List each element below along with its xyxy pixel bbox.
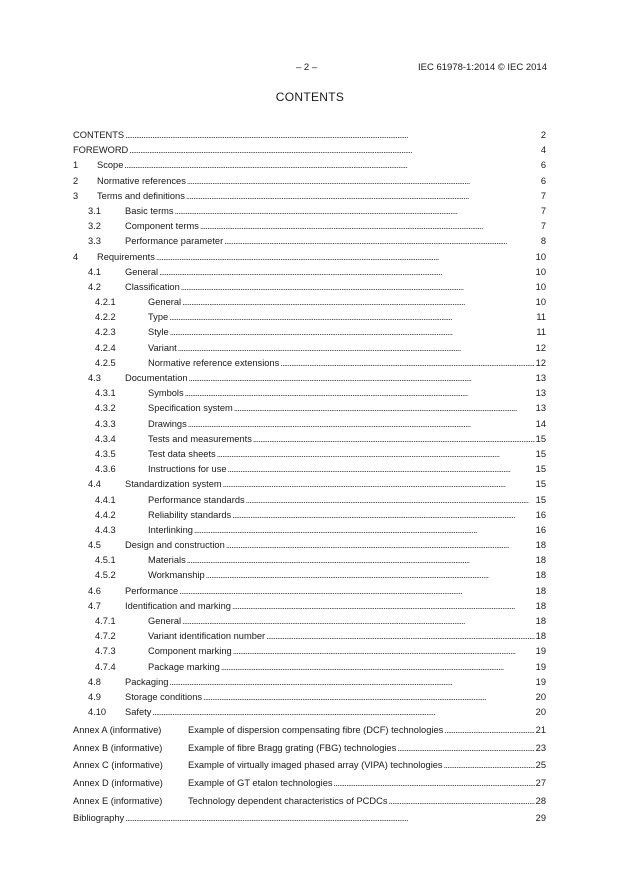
toc-leader-dots [206, 568, 535, 583]
toc-entry-number: 2 [73, 175, 79, 186]
toc-entry-page: 6 [540, 160, 546, 171]
toc-entry[interactable] [73, 776, 546, 791]
toc-entry-title: Technology dependent characteristics of PCDCs [188, 795, 388, 806]
toc-entry-number: 4.2.1 [95, 297, 116, 308]
toc-entry-number: 4.7 [88, 600, 101, 611]
toc-entry[interactable] [73, 523, 546, 538]
toc-entry-page: 18 [535, 555, 546, 566]
toc-entry-number: 3 [73, 190, 79, 201]
toc-entry-title: Performance parameter [125, 236, 224, 247]
toc-leader-dots [152, 705, 534, 720]
toc-entry-page: 23 [535, 742, 546, 753]
toc-entry-number: 4.2.4 [95, 342, 116, 353]
toc-entry[interactable] [73, 386, 546, 401]
toc-leader-dots [156, 250, 535, 265]
toc-entry-page: 6 [540, 175, 546, 186]
toc-entry-title: Requirements [97, 251, 155, 262]
toc-entry[interactable] [73, 310, 546, 325]
toc-entry[interactable] [73, 204, 546, 219]
toc-entry-title: Tests and measurements [148, 433, 252, 444]
toc-leader-dots [125, 128, 540, 143]
toc-entry-number: 4.3.1 [95, 388, 116, 399]
toc-entry-title: Component marking [148, 646, 232, 657]
toc-entry[interactable] [73, 508, 546, 523]
toc-entry-page: 19 [535, 646, 546, 657]
toc-entry[interactable] [73, 295, 546, 310]
toc-entry-title: Performance [125, 585, 179, 596]
toc-entry[interactable] [73, 371, 546, 386]
toc-leader-dots [234, 401, 535, 416]
toc-entry-page: 19 [535, 676, 546, 687]
toc-entry-page: 7 [540, 205, 546, 216]
toc-entry[interactable] [73, 741, 546, 756]
toc-entry-page: 15 [535, 479, 546, 490]
toc-leader-dots [232, 508, 534, 523]
toc-entry-page: 15 [535, 433, 546, 444]
toc-entry[interactable] [73, 325, 546, 340]
toc-entry-page: 13 [535, 388, 546, 399]
toc-entry-title: Variant [148, 342, 177, 353]
toc-entry-page: 14 [535, 418, 546, 429]
toc-entry-title: FOREWORD [73, 145, 129, 156]
toc-leader-dots [179, 584, 534, 599]
toc-entry-number: Annex E (informative) [73, 795, 163, 806]
toc-entry-page: 15 [535, 464, 546, 475]
toc-entry-page: 18 [535, 570, 546, 581]
toc-entry-page: 21 [535, 724, 546, 735]
toc-entry-page: 13 [535, 403, 546, 414]
toc-entry-title: Scope [97, 160, 124, 171]
toc-leader-dots [124, 158, 539, 173]
toc-entry-number: 3.3 [88, 236, 101, 247]
toc-entry[interactable] [73, 690, 546, 705]
toc-entry-page: 2 [540, 130, 546, 140]
toc-entry-number: 4.9 [88, 691, 101, 702]
toc-entry-page: 18 [535, 585, 546, 596]
page-number: – 2 – [296, 62, 318, 73]
toc-entry-number: 4.3 [88, 373, 101, 383]
toc-entry[interactable] [73, 553, 546, 568]
toc-leader-dots [397, 741, 534, 756]
toc-entry[interactable] [73, 447, 546, 462]
toc-entry-number: 4.1 [88, 266, 101, 277]
toc-entry-number: 4.5.1 [95, 555, 116, 566]
toc-entry[interactable] [73, 280, 546, 295]
toc-entry[interactable] [73, 723, 546, 738]
toc-leader-dots [223, 477, 535, 492]
toc-entry-title: Example of GT etalon technologies [188, 777, 333, 788]
toc-entry-number: Annex D (informative) [73, 777, 163, 788]
toc-leader-dots [182, 295, 535, 310]
toc-entry[interactable] [73, 234, 546, 249]
toc-entry[interactable] [73, 462, 546, 477]
toc-entry[interactable] [73, 794, 546, 809]
toc-entry-title: Example of dispersion compensating fibre (DCF) technologies [188, 724, 444, 735]
toc-leader-dots [246, 493, 535, 508]
toc-entry-title: Classification [125, 281, 180, 292]
toc-entry-number: 4.3.6 [95, 464, 116, 475]
toc-entry-title: Type [148, 312, 169, 323]
toc-entry[interactable] [73, 568, 546, 583]
toc-entry[interactable] [73, 265, 546, 280]
toc-entry-title: Package marking [148, 661, 220, 672]
toc-entry-title: General [148, 616, 182, 626]
toc-entry-page: 11 [536, 327, 546, 338]
toc-entry-page: 10 [535, 266, 546, 277]
toc-entry-title: Interlinking [148, 524, 193, 535]
toc-entry-number: Annex C (informative) [73, 760, 163, 771]
toc-leader-dots [203, 690, 535, 705]
toc-entry[interactable] [73, 477, 546, 492]
toc-entry[interactable] [73, 811, 546, 826]
toc-entry-title: Safety [125, 707, 152, 718]
toc-entry[interactable] [73, 158, 546, 173]
toc-entry-title: Identification and marking [125, 600, 231, 611]
toc-leader-dots [232, 599, 535, 614]
toc-entry[interactable] [73, 705, 546, 720]
toc-entry-page: 25 [535, 760, 546, 771]
toc-entry-title: General [125, 266, 159, 277]
toc-entry-number: 4.3.3 [95, 418, 116, 429]
toc-entry-number: 4.4.2 [95, 509, 116, 520]
toc-entry-title: Performance standards [148, 494, 245, 505]
page-title: CONTENTS [275, 90, 345, 104]
toc-entry-title: Packaging [125, 676, 169, 687]
toc-entry-title: Style [148, 327, 169, 338]
toc-entry-number: 4.7.3 [95, 646, 116, 657]
toc-entry[interactable] [73, 675, 546, 690]
toc-leader-dots [129, 143, 540, 158]
toc-entry-title: CONTENTS [73, 130, 125, 140]
toc-leader-dots [334, 776, 535, 791]
toc-leader-dots [200, 219, 540, 234]
toc-entry-page: 29 [535, 813, 546, 824]
toc-entry[interactable] [73, 538, 546, 553]
toc-entry-number: 4.2.2 [95, 312, 116, 323]
toc-entry-number: 4.5 [88, 540, 101, 551]
toc-entry[interactable] [73, 417, 546, 432]
toc-leader-dots [185, 386, 535, 401]
toc-entry-number: 4.4.1 [95, 494, 116, 505]
toc-leader-dots [170, 325, 536, 340]
toc-entry-page: 12 [535, 342, 546, 353]
toc-leader-dots [181, 280, 535, 295]
toc-entry-title: Terms and definitions [97, 190, 185, 201]
toc-entry-number: 4.10 [88, 707, 107, 718]
toc-entry[interactable] [73, 660, 546, 675]
toc-entry-page: 7 [540, 221, 546, 232]
toc-leader-dots [188, 417, 535, 432]
toc-entry[interactable] [73, 614, 546, 629]
toc-entry-number: 4.7.1 [95, 616, 116, 626]
toc-entry-page: 27 [535, 777, 546, 788]
toc-leader-dots [159, 265, 535, 280]
toc-entry-page: 18 [535, 616, 546, 626]
toc-entry-title: Bibliography [73, 813, 125, 824]
toc-entry-page: 15 [535, 448, 546, 459]
toc-entry-page: 18 [535, 540, 546, 551]
toc-entry[interactable] [73, 584, 546, 599]
toc-entry[interactable] [73, 401, 546, 416]
toc-entry-page: 12 [535, 357, 546, 368]
toc-entry-title: Storage conditions [125, 691, 203, 702]
toc-entry[interactable] [73, 219, 546, 234]
toc-entry[interactable] [73, 432, 546, 447]
toc-leader-dots [444, 723, 534, 738]
toc-leader-dots [182, 614, 535, 629]
toc-leader-dots [187, 174, 540, 189]
toc-entry-number: 4.5.2 [95, 570, 116, 581]
toc-entry-title: Test data sheets [148, 448, 216, 459]
toc-leader-dots [444, 758, 535, 773]
toc-entry[interactable] [73, 356, 546, 371]
toc-entry-number: 4.2.5 [95, 357, 116, 368]
toc-leader-dots [189, 371, 535, 386]
toc-entry-title: Normative references [97, 175, 186, 186]
toc-entry-number: 4.7.2 [95, 631, 116, 642]
toc-entry-page: 20 [535, 707, 546, 718]
toc-entry-page: 10 [535, 297, 546, 308]
toc-leader-dots [175, 204, 540, 219]
toc-leader-dots [266, 629, 535, 644]
toc-leader-dots [186, 189, 540, 204]
toc-entry-title: Documentation [125, 373, 188, 383]
toc-entry-number: 4 [73, 251, 79, 262]
toc-leader-dots [187, 553, 535, 568]
toc-entry-page: 10 [535, 281, 546, 292]
toc-entry-title: Specification system [148, 403, 233, 414]
toc-entry-page: 20 [535, 691, 546, 702]
toc-entry-page: 11 [536, 312, 546, 323]
toc-entry-title: Example of fibre Bragg grating (FBG) technologies [188, 742, 397, 753]
table-of-contents [73, 128, 546, 826]
toc-entry-number: 3.1 [88, 205, 101, 216]
toc-entry-number: 4.3.2 [95, 403, 116, 414]
toc-leader-dots [233, 644, 535, 659]
toc-entry-page: 15 [535, 494, 546, 505]
toc-leader-dots [253, 432, 535, 447]
toc-entry-number: 4.7.4 [95, 661, 116, 672]
standard-reference: IEC 61978-1:2014 © IEC 2014 [417, 62, 547, 73]
toc-entry-number: 4.4 [88, 479, 101, 490]
toc-entry-title: Basic terms [125, 205, 174, 216]
toc-entry[interactable] [73, 758, 546, 773]
toc-entry-title: General [148, 297, 182, 308]
toc-entry-number: 4.3.5 [95, 448, 116, 459]
toc-leader-dots [169, 675, 534, 690]
toc-entry-number: 4.4.3 [95, 524, 116, 535]
toc-entry-number: 4.2 [88, 281, 101, 292]
toc-entry-page: 8 [540, 236, 546, 247]
toc-entry-title: Standardization system [125, 479, 222, 490]
toc-entry-page: 7 [540, 190, 546, 201]
toc-entry-title: Example of virtually imaged phased array (VIPA) technologies [188, 760, 443, 771]
toc-entry[interactable] [73, 128, 546, 143]
toc-entry-page: 4 [540, 145, 546, 156]
toc-entry-number: Annex A (informative) [73, 724, 162, 735]
toc-entry[interactable] [73, 629, 546, 644]
toc-entry-title: Design and construction [125, 540, 225, 551]
toc-leader-dots [280, 356, 534, 371]
toc-entry-number: Annex B (informative) [73, 742, 163, 753]
toc-leader-dots [169, 310, 535, 325]
toc-entry-page: 10 [535, 251, 546, 262]
toc-leader-dots [226, 538, 535, 553]
toc-leader-dots [224, 234, 540, 249]
toc-entry-number: 1 [73, 160, 79, 171]
toc-entry[interactable] [73, 644, 546, 659]
toc-leader-dots [217, 447, 535, 462]
toc-entry-number: 4.2.3 [95, 327, 116, 338]
toc-entry-page: 28 [535, 795, 546, 806]
toc-entry-title: Variant identification number [148, 631, 266, 642]
toc-entry-page: 13 [535, 373, 546, 383]
toc-entry-number: 4.8 [88, 676, 101, 687]
toc-leader-dots [228, 462, 535, 477]
toc-entry-title: Reliability standards [148, 509, 232, 520]
toc-entry-page: 16 [535, 524, 546, 535]
toc-entry-title: Instructions for use [148, 464, 227, 475]
toc-leader-dots [388, 794, 534, 809]
toc-entry-page: 18 [535, 631, 546, 642]
toc-entry-title: Normative reference extensions [148, 357, 280, 368]
toc-entry[interactable] [73, 250, 546, 265]
toc-entry[interactable] [73, 174, 546, 189]
toc-entry[interactable] [73, 599, 546, 614]
toc-leader-dots [178, 341, 535, 356]
toc-entry-page: 16 [535, 509, 546, 520]
toc-entry-page: 18 [535, 600, 546, 611]
toc-entry[interactable] [73, 143, 546, 158]
toc-entry[interactable] [73, 341, 546, 356]
toc-entry-number: 4.3.4 [95, 433, 116, 444]
toc-leader-dots [125, 811, 534, 826]
toc-entry-number: 4.6 [88, 585, 101, 596]
toc-entry[interactable] [73, 189, 546, 204]
toc-entry-title: Materials [148, 555, 186, 566]
toc-entry[interactable] [73, 493, 546, 508]
toc-entry-title: Symbols [148, 388, 184, 399]
toc-entry-title: Drawings [148, 418, 187, 429]
toc-leader-dots [194, 523, 535, 538]
toc-entry-page: 19 [535, 661, 546, 672]
toc-entry-number: 3.2 [88, 221, 101, 232]
toc-leader-dots [221, 660, 535, 675]
toc-entry-title: Component terms [125, 221, 199, 232]
toc-entry-title: Workmanship [148, 570, 205, 581]
